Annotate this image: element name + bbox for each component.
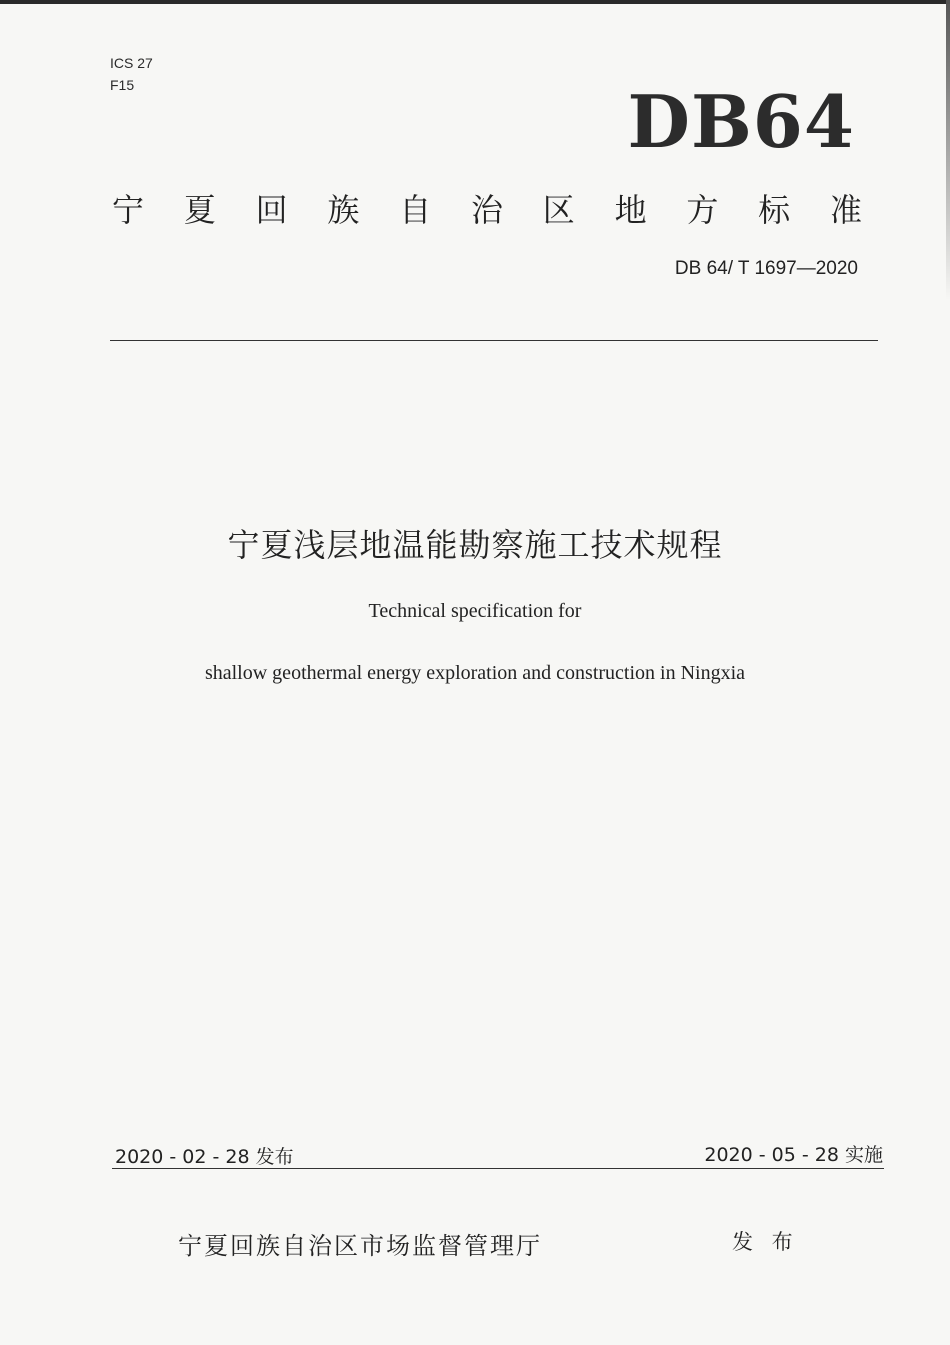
standard-number: DB 64/ T 1697—2020 [674,258,858,279]
issuing-authority: 宁夏回族自治区市场监督管理厅 [178,1232,542,1260]
standard-type-char: 回 [255,191,288,229]
standard-type-char: 自 [399,191,432,229]
standard-type-char: 区 [542,191,575,229]
ics-code: ICS 27 [110,55,153,71]
implementation-date: 2020 - 05 - 28 实施 [704,1144,883,1166]
document-title-english-line1: Technical specification for [368,600,582,622]
standard-type-char: 方 [686,191,719,229]
standard-type-heading [112,186,862,234]
scan-right-edge [946,0,950,300]
scan-top-border [0,0,950,4]
standard-logo: DB64 [627,79,855,164]
classification-codes [110,52,153,96]
standard-type-char: 夏 [183,191,216,229]
document-title-chinese: 宁夏浅层地温能勘察施工技术规程 [227,526,723,564]
header-divider [110,340,878,341]
ccs-code: F15 [110,77,135,93]
document-title-english-line2: shallow geothermal energy exploration and construction in Ningxia [204,662,746,684]
standard-type-char: 地 [614,191,647,229]
standard-type-char: 族 [327,191,360,229]
issue-label: 发 布 [732,1230,799,1254]
footer-divider [112,1168,884,1169]
standard-type-char: 标 [758,191,791,229]
publish-date: 2020 - 02 - 28 发布 [115,1146,294,1168]
standard-type-char: 准 [829,191,862,229]
standard-type-char: 治 [470,191,503,229]
standard-type-char: 宁 [112,191,145,229]
